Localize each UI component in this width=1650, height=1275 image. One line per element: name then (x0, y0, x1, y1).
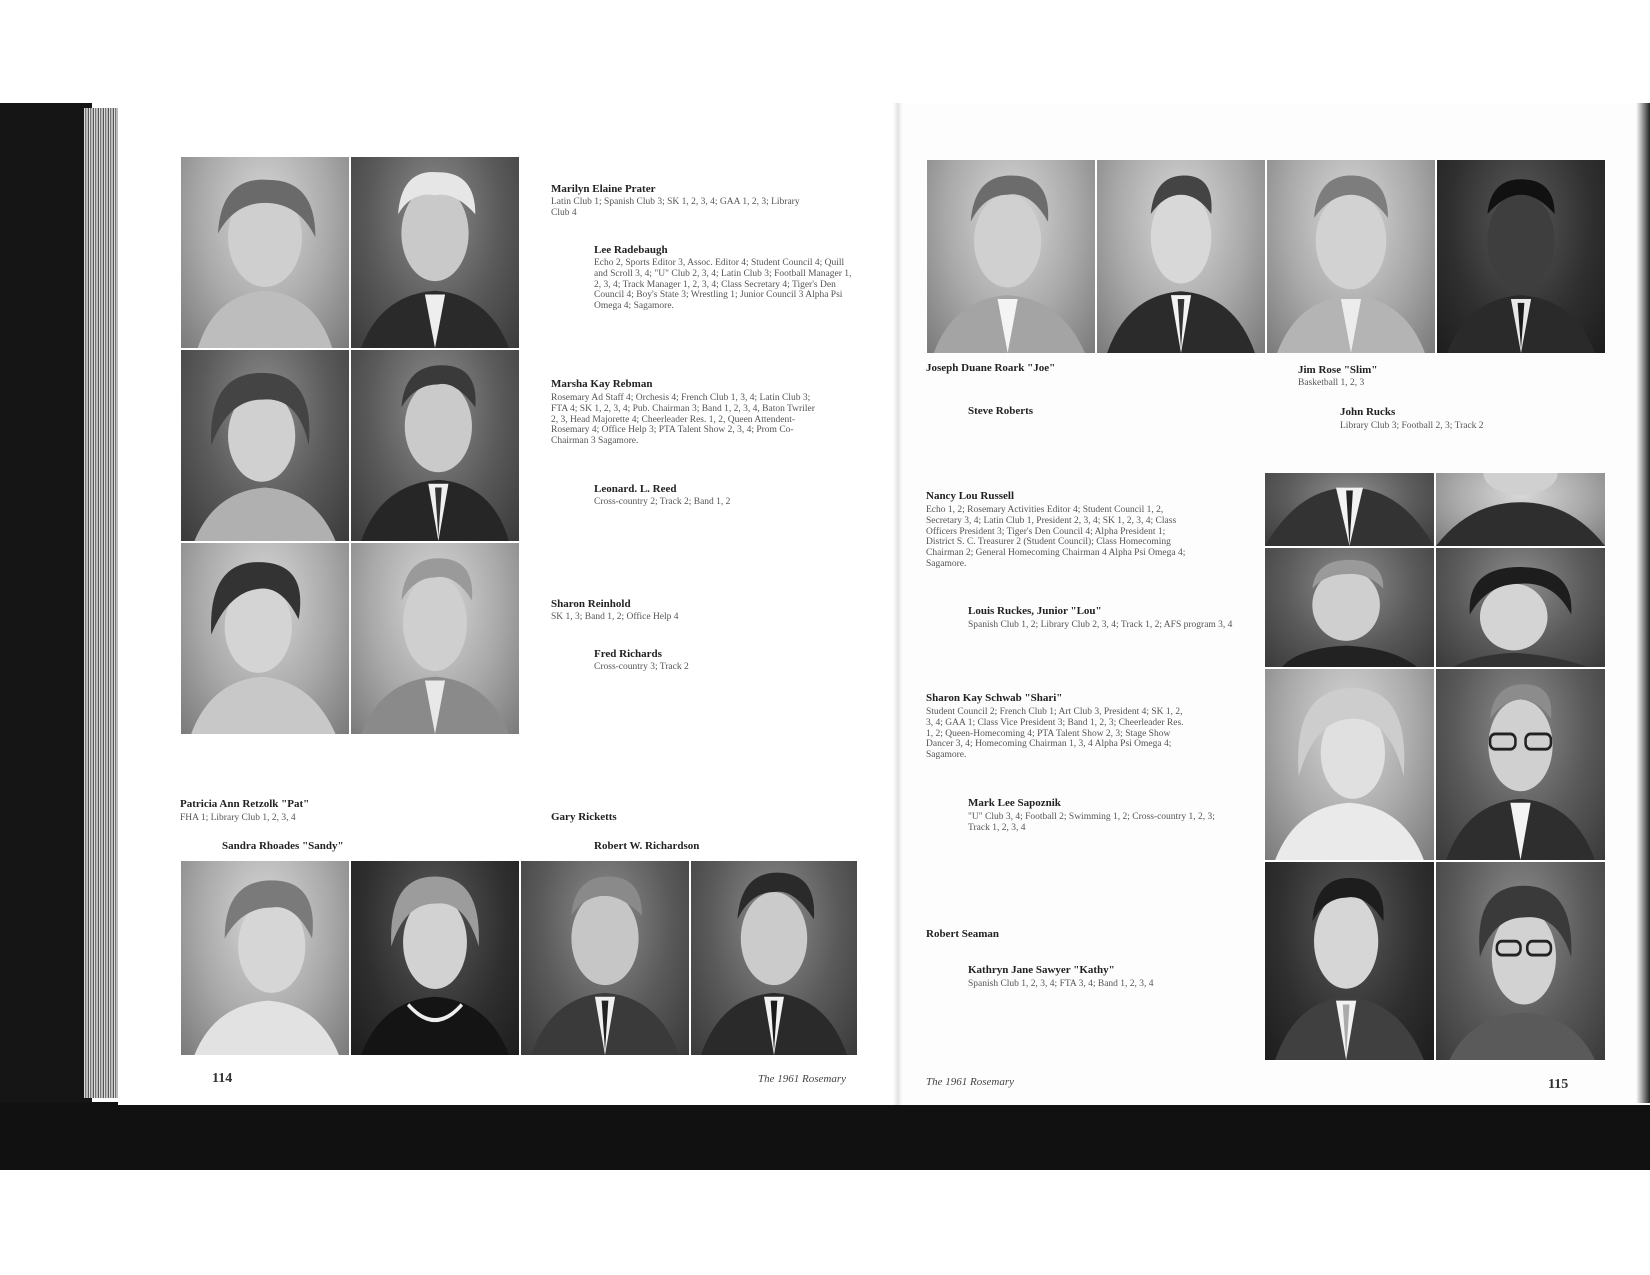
portrait-photo-prater (180, 156, 350, 349)
portrait-photo-ruckes-top (1435, 472, 1606, 547)
page-edges (84, 108, 118, 1098)
portrait-photo-retzolk (180, 860, 350, 1056)
portrait-photo-rose (1266, 159, 1436, 354)
student-activities: "U" Club 3, 4; Football 2; Swimming 1, 2; Cross-country 1, 2, 3; Track 1, 2, 3, 4 (968, 812, 1215, 833)
student-activities: Cross-country 3; Track 2 (594, 662, 689, 672)
portrait-photo-ricketts (520, 860, 690, 1056)
portrait-photo-sapoznik (1435, 668, 1606, 861)
page-number: 114 (212, 1071, 233, 1086)
portrait-photo-seaman (1264, 861, 1435, 1061)
student-name: John Rucks (1340, 406, 1396, 418)
portrait-photo-russell (1264, 547, 1435, 668)
page-number: 115 (1548, 1077, 1569, 1092)
portrait-photo-radebaugh (350, 156, 520, 349)
student-name: Robert Seaman (926, 928, 1000, 940)
book-spine (0, 103, 92, 1103)
portrait-photo-rebman (180, 349, 350, 542)
portrait-photo-reinhold (180, 542, 350, 735)
portrait-photo-roark (926, 159, 1096, 354)
student-activities: Student Council 2; French Club 1; Art Club 3, President 4; SK 1, 2, 3, 4; GAA 1; Class Vice President 3; Band 1, 2, 3; Cheerleader Res. 1, 2; Queen-Homecoming 4; PTA Talent Show 2, 3; Stage Show Dancer 3, 4; Homecoming Chairman 1, 3, 4 Alpha Psi Omega 4; Sagamore. (926, 707, 1184, 761)
student-name: Lee Radebaugh (594, 244, 668, 256)
student-name: Kathryn Jane Sawyer "Kathy" (968, 964, 1115, 976)
student-name: Sharon Kay Schwab "Shari" (926, 692, 1063, 704)
portrait-photo-sawyer (1435, 861, 1606, 1061)
student-name: Marilyn Elaine Prater (551, 183, 656, 195)
portrait-photo-russell-top (1264, 472, 1435, 547)
student-name: Louis Ruckes, Junior "Lou" (968, 605, 1102, 617)
student-activities: Latin Club 1; Spanish Club 3; SK 1, 2, 3, 4; GAA 1, 2, 3; Library Club 4 (551, 197, 800, 218)
student-activities: Spanish Club 1, 2, 3, 4; FTA 3, 4; Band 1, 2, 3, 4 (968, 979, 1154, 989)
portrait-photo-reed (350, 349, 520, 542)
student-name: Sharon Reinhold (551, 598, 631, 610)
student-activities: Rosemary Ad Staff 4; Orchesis 4; French Club 1, 3, 4; Latin Club 3; FTA 4; SK 1, 2, 3, 4; Pub. Chairman 3; Band 1, 2, 3, 4, Baton Twriler 2, 3, Head Majorette 4; Cheerleader Res. 1, 2, Queen Attendent-Rosemary 4; Office Help 3; PTA Talent Show 2, 3, 4; Prom Co-Chairman 3 Sagamore. (551, 393, 815, 447)
page-gutter (893, 103, 903, 1105)
portrait-photo-richards (350, 542, 520, 735)
student-activities: Basketball 1, 2, 3 (1298, 378, 1365, 388)
student-activities: Library Club 3; Football 2, 3; Track 2 (1340, 421, 1484, 431)
student-name: Sandra Rhoades "Sandy" (222, 840, 344, 852)
student-name: Marsha Kay Rebman (551, 378, 653, 390)
student-name: Leonard. L. Reed (594, 483, 677, 495)
scanner-background-band (0, 1102, 1650, 1170)
right-page-edge (1636, 103, 1650, 1103)
portrait-photo-richardson (690, 860, 858, 1056)
portrait-photo-ruckes (1435, 547, 1606, 668)
student-activities: Echo 1, 2; Rosemary Activities Editor 4; Student Council 1, 2, Secretary 3, 4; Latin Club 1, President 2, 3, 4; SK 1, 2, 3, 4; Class Officers President 3; Tiger's Den Council 4; Alpha President 1; District S. C. Treasurer 2 (Student Council); Class Homecoming Chairman 2; General Homecoming Chairman 4 Alpha Psi Omega 4; Sagamore. (926, 505, 1186, 569)
portrait-photo-rhoades (350, 860, 520, 1056)
student-activities: FHA 1; Library Club 1, 2, 3, 4 (180, 813, 296, 823)
student-name: Fred Richards (594, 648, 662, 660)
portrait-photo-rucks (1436, 159, 1606, 354)
student-name: Joseph Duane Roark "Joe" (926, 362, 1056, 374)
student-name: Robert W. Richardson (594, 840, 700, 852)
student-activities: Spanish Club 1, 2; Library Club 2, 3, 4; Track 1, 2; AFS program 3, 4 (968, 620, 1233, 630)
student-activities: Cross-country 2; Track 2; Band 1, 2 (594, 497, 731, 507)
student-name: Patricia Ann Retzolk "Pat" (180, 798, 310, 810)
student-name: Mark Lee Sapoznik (968, 797, 1061, 809)
portrait-photo-schwab (1264, 668, 1435, 861)
student-name: Steve Roberts (968, 405, 1034, 417)
page-footer: The 1961 Rosemary (926, 1076, 1014, 1088)
student-activities: SK 1, 3; Band 1, 2; Office Help 4 (551, 612, 679, 622)
student-activities: Echo 2, Sports Editor 3, Assoc. Editor 4; Student Council 4; Quill and Scroll 3, 4; "U" Club 2, 3, 4; Latin Club 3; Football Manager 1, 2, 3, 4; Track Manager 1, 2, 3, 4; Class Secretary 4; Tiger's Den Council 4; Boy's State 3; Wrestling 1; Junior Council 3 Alpha Psi Omega 4; Sagamore. (594, 258, 852, 312)
student-name: Gary Ricketts (551, 811, 617, 823)
page-footer: The 1961 Rosemary (758, 1073, 846, 1085)
portrait-photo-roberts (1096, 159, 1266, 354)
student-name: Jim Rose "Slim" (1298, 364, 1378, 376)
student-name: Nancy Lou Russell (926, 490, 1015, 502)
